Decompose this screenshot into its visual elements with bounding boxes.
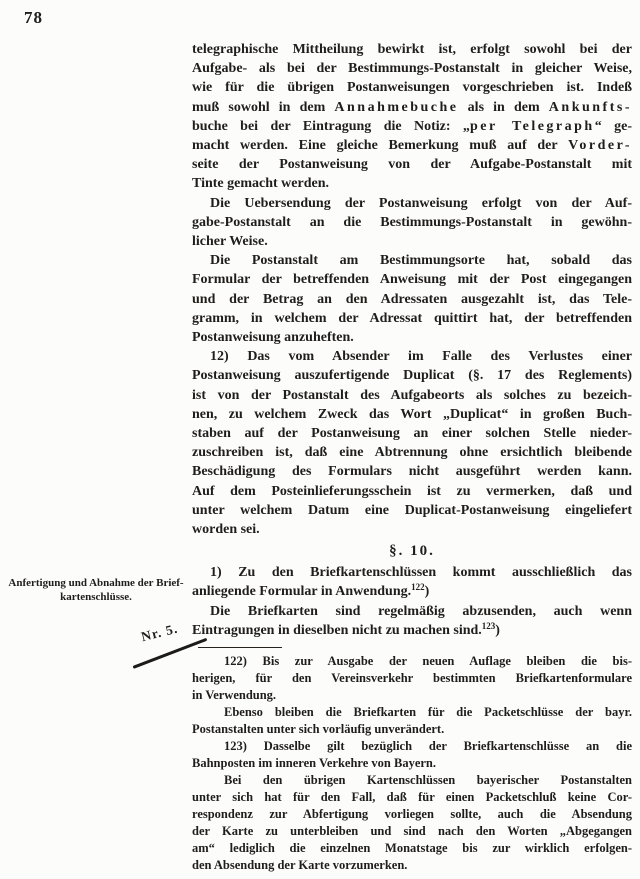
text-line	[192, 482, 632, 501]
text-segment: 123) Dasselbe gilt bezüglich der Briefkartenschlüsse an die	[224, 739, 632, 754]
text-line	[192, 386, 632, 405]
text-line	[192, 789, 632, 806]
text-segment: 12) Das vom Absender im Falle des Verlustes einer	[210, 349, 632, 365]
text-line	[192, 194, 632, 213]
paragraph	[192, 563, 632, 601]
text-segment: Formular der betreffenden Anweisung mit der Post eingegangen	[192, 272, 632, 288]
margin-note-line: kartenschlüsse.	[60, 590, 132, 603]
text-line	[192, 857, 632, 874]
text-segment: gramm, in welchem der Adressat quittirt hat, der betreffenden	[192, 310, 632, 326]
paragraph	[192, 194, 632, 252]
text-segment: )	[424, 584, 430, 600]
text-segment: ist von der Postanstalt des Aufgabeorts als solches zu bezeich-	[192, 387, 632, 403]
text-line	[192, 840, 632, 857]
text-line	[192, 704, 632, 721]
text-line	[192, 755, 632, 772]
text-segment: nen, zu welchem Zweck das Wort „Duplicat“ in großen Buch-	[192, 406, 632, 422]
text-segment: telegraphische Mittheilung bewirkt ist, erfolgt sowohl bei der	[192, 42, 632, 57]
text-line	[192, 602, 632, 621]
footnote-separator	[198, 647, 282, 648]
text-segment: )	[495, 622, 500, 638]
text-segment: anliegende Formular in Anwendung.	[192, 584, 412, 600]
nr-annotation: Nr. 5.	[139, 620, 180, 645]
paragraph	[192, 251, 632, 347]
text-segment: respondenz zur Abfertigung vorliegen sollte, auch die Absendung	[192, 807, 632, 822]
text-line	[192, 366, 632, 385]
text-segment: Postanweisung auszufertigende Duplicat (§. 17 des Reglements)	[192, 368, 632, 384]
text-segment: Auf dem Posteinlieferungsschein ist zu vermerken, daß und	[192, 483, 632, 499]
body-text-upper	[192, 40, 632, 539]
text-segment: Ebenso bleiben die Briefkarten für die Packetschlüsse der bayr.	[224, 705, 632, 720]
text-line	[192, 582, 632, 601]
text-line	[192, 721, 632, 738]
text-line	[192, 424, 632, 443]
margin-note	[2, 577, 190, 604]
text-line	[192, 117, 632, 136]
text-line	[192, 78, 632, 97]
text-segment: 122) Bis zur Ausgabe der neuen Auflage bleiben die bis-	[224, 654, 632, 669]
text-segment: der Karte zu unterbleiben und sind nach den Worten „Abgegangen	[192, 824, 632, 839]
text-segment: Postanstalten unter sich vorläufig unverändert.	[192, 722, 445, 737]
page-number: 78	[24, 8, 43, 27]
text-segment: 1) Zu den Briefkartenschlüssen kommt ausschließlich das	[210, 565, 632, 581]
text-segment: Die Postanstalt am Bestimmungsorte hat, sobald das	[210, 253, 632, 269]
text-line	[192, 621, 632, 640]
paragraph	[192, 40, 632, 194]
paragraph	[192, 347, 632, 539]
text-segment: Die Briefkarten sind regelmäßig abzusenden, auch wenn	[210, 603, 632, 619]
text-line	[192, 136, 632, 155]
body-text-lower	[192, 563, 632, 640]
text-segment: Bahnposten im inneren Verkehre von Bayern.	[192, 756, 437, 771]
text-line	[192, 155, 632, 174]
text-line	[192, 309, 632, 328]
letterspaced-text: Annahmebuche	[334, 99, 459, 115]
text-line	[192, 347, 632, 366]
text-segment: worden sei.	[192, 522, 260, 538]
text-line	[192, 520, 632, 539]
text-segment: licher Weise.	[192, 234, 268, 250]
text-line	[192, 653, 632, 670]
text-line	[192, 290, 632, 309]
text-segment: wie für die übrigen Postanweisungen vorgeschrieben ist. Indeß	[192, 80, 632, 96]
text-segment: seite der Postanweisung von der Aufgabe-Postanstalt mit	[192, 157, 632, 173]
text-segment: als in dem	[458, 99, 549, 115]
text-line	[192, 738, 632, 755]
letterspaced-text: Vorder-	[568, 138, 632, 154]
text-segment: Tinte gemacht werden.	[192, 176, 329, 192]
footnote-reference: 123	[481, 620, 496, 631]
text-line	[192, 462, 632, 481]
text-segment: herigen, für den Vereinsverkehr bestimmten Briefkartenformulare	[192, 671, 632, 686]
text-segment: staben auf der Postanweisung an einer solchen Stelle nieder-	[192, 426, 632, 442]
text-segment: in Verwendung.	[192, 688, 277, 703]
text-line	[192, 40, 632, 59]
text-line	[192, 405, 632, 424]
text-line	[192, 251, 632, 270]
text-segment: unter sich hat für den Fall, daß für einen Packetschluß keine Cor-	[192, 790, 632, 805]
text-segment: Bei den übrigen Kartenschlüssen bayerischer Postanstalten	[224, 773, 632, 788]
text-line	[192, 270, 632, 289]
text-segment: den Absendung der Karte vorzumerken.	[192, 858, 408, 873]
text-segment: Eintragungen in dieselben nicht zu machen sind.	[192, 622, 482, 638]
text-line	[192, 98, 632, 117]
text-line	[192, 772, 632, 789]
text-segment: zuschreiben ist, daß eine Abtrennung ohne ersichtlich bleibende	[192, 445, 632, 461]
text-line	[192, 501, 632, 520]
text-line	[192, 328, 632, 347]
text-line	[192, 59, 632, 78]
text-column	[192, 40, 632, 874]
text-line	[192, 670, 632, 687]
text-line	[192, 823, 632, 840]
section-heading: §. 10.	[389, 543, 435, 560]
letterspaced-text: per Telegraph	[469, 118, 595, 134]
paragraph	[192, 653, 632, 704]
footnotes-block	[192, 653, 632, 874]
margin-note-line: Anfertigung und Abnahme der Brief-	[8, 577, 184, 589]
text-segment: und der Betrag an den Adressaten ausgezahlt ist, das Tele-	[192, 291, 632, 307]
text-line	[192, 174, 632, 193]
text-line	[192, 687, 632, 704]
text-segment: macht werden. Eine gleiche Bemerkung muß auf der	[192, 138, 569, 154]
paragraph	[192, 602, 632, 640]
paragraph	[192, 738, 632, 772]
text-segment: gabe-Postanstalt an die Bestimmungs-Postanstalt in gewöhn-	[192, 214, 632, 230]
text-line	[192, 563, 632, 582]
text-line	[192, 213, 632, 232]
text-line	[192, 443, 632, 462]
letterspaced-text: Ankunfts-	[548, 99, 632, 115]
text-segment: buche bei der Eintragung die Notiz: „	[192, 118, 470, 134]
paragraph	[192, 772, 632, 874]
text-segment: Aufgabe- als bei der Bestimmungs-Postanstalt in gleicher Weise,	[192, 61, 632, 77]
text-segment: am“ lediglich die einzelnen Monatstage bis zur wirklich erfolgen-	[192, 841, 632, 856]
paragraph	[192, 704, 632, 738]
text-line	[192, 232, 632, 251]
text-segment: muß sowohl in dem	[192, 99, 335, 115]
text-segment: Die Uebersendung der Postanweisung erfolgt von der Auf-	[210, 195, 632, 211]
text-line	[192, 806, 632, 823]
text-segment: “ ge-	[594, 118, 632, 134]
footnote-reference: 122	[411, 582, 425, 593]
text-segment: Beschädigung des Formulars nicht ausgeführt werden kann.	[192, 464, 632, 480]
text-segment: Postanweisung anzuheften.	[192, 330, 354, 346]
text-segment: unter welchem Datum eine Duplicat-Postanweisung eingeliefert	[192, 502, 632, 518]
